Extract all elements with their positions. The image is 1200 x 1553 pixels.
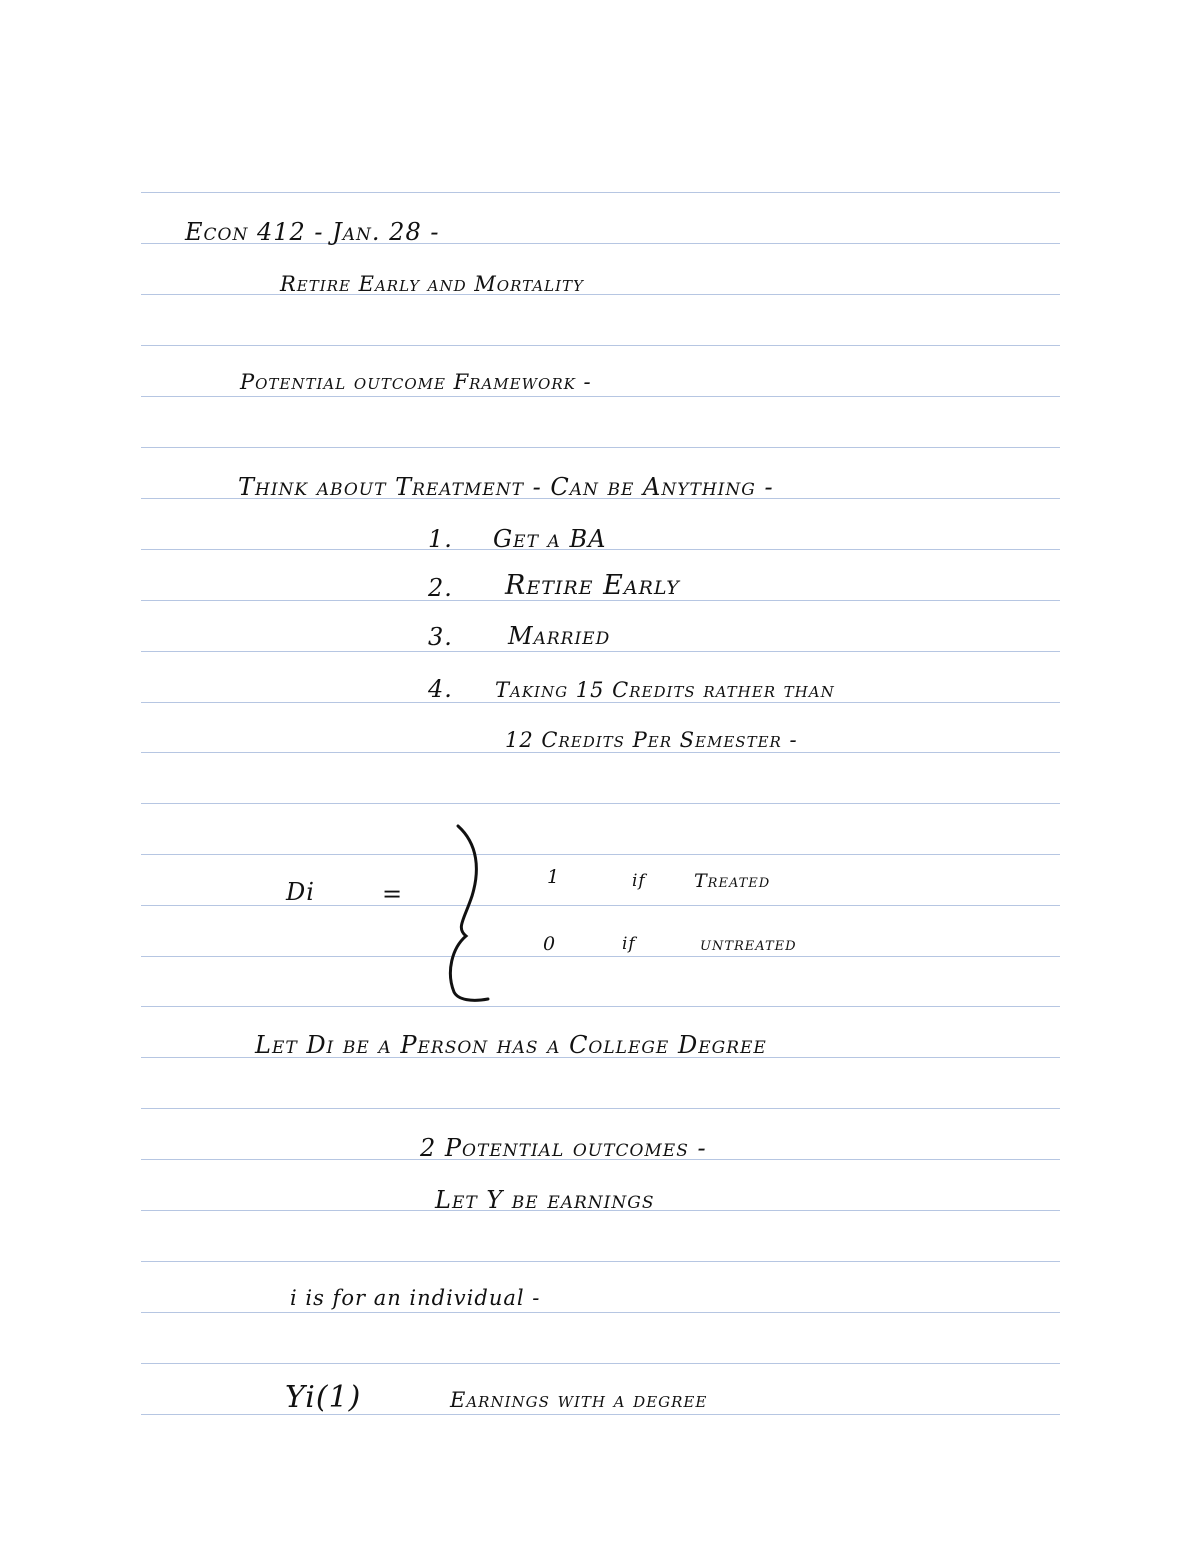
lecture-topic: Retire Early and Mortality (280, 272, 584, 296)
ruled-line (141, 192, 1060, 193)
list-item-number: 2. (428, 574, 453, 602)
case-condition: untreated (700, 933, 797, 955)
ruled-line (141, 956, 1060, 957)
ruled-line (141, 651, 1060, 652)
section-title: Potential outcome Framework - (240, 370, 592, 394)
list-item-text: Get a BA (493, 525, 607, 553)
yi1-symbol: Yi(1) (285, 1380, 362, 1415)
treatment-intro: Think about Treatment - Can be Anything - (238, 473, 774, 501)
ruled-line (141, 905, 1060, 906)
ruled-line (141, 1006, 1060, 1007)
case-condition-word: if (632, 871, 646, 891)
ruled-line (141, 1261, 1060, 1262)
case-value: 1 (547, 866, 561, 888)
course-date-heading: Econ 412 - Jan. 28 - (185, 218, 440, 246)
list-item-continuation: 12 Credits Per Semester - (505, 728, 798, 752)
potential-outcomes-heading: 2 Potential outcomes - (420, 1134, 707, 1162)
individual-note: i is for an individual - (290, 1286, 541, 1310)
ruled-line (141, 803, 1060, 804)
ruled-line (141, 1414, 1060, 1415)
list-item-text: Taking 15 Credits rather than (495, 678, 835, 702)
definition-lhs: Di (286, 878, 315, 906)
ruled-line (141, 1108, 1060, 1109)
definition-equals: = (382, 880, 404, 908)
ruled-line (141, 396, 1060, 397)
yi1-description: Earnings with a degree (450, 1388, 708, 1412)
case-condition-word: if (622, 934, 636, 954)
case-condition: Treated (694, 870, 771, 892)
let-statement: Let Di be a Person has a College Degree (255, 1031, 767, 1059)
let-y-statement: Let Y be earnings (435, 1186, 655, 1214)
curly-brace-icon (436, 822, 496, 1008)
list-item-text: Married (508, 622, 611, 650)
ruled-line (141, 752, 1060, 753)
ruled-line (141, 294, 1060, 295)
ruled-line (141, 345, 1060, 346)
ruled-line (141, 702, 1060, 703)
ruled-line (141, 447, 1060, 448)
ruled-line (141, 1312, 1060, 1313)
case-value: 0 (543, 933, 557, 955)
list-item-number: 4. (428, 675, 453, 703)
list-item-number: 1. (428, 525, 453, 553)
ruled-line (141, 1363, 1060, 1364)
list-item-number: 3. (428, 623, 453, 651)
ruled-line (141, 854, 1060, 855)
list-item-text: Retire Early (505, 570, 680, 601)
